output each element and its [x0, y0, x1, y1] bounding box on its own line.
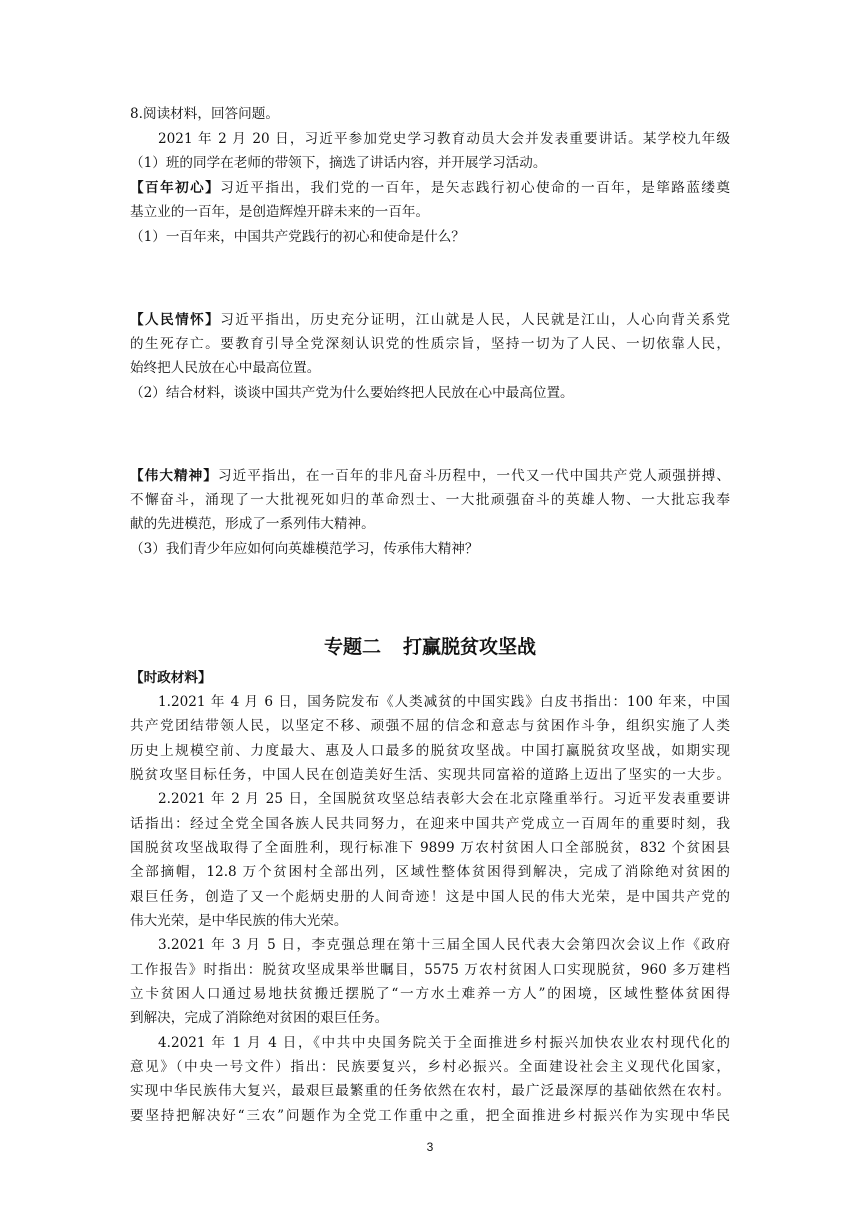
paragraph-line: 2.2021 年 2 月 25 日，全国脱贫攻坚总结表彰大会在北京隆重举行。习近平发表重要讲	[158, 791, 730, 807]
paragraph-line: 3.2021 年 3 月 5 日，李克强总理在第十三届全国人民代表大会第四次会议上作《政府	[158, 937, 730, 953]
paragraph-line: 献的先进模范，形成了一系列伟大精神。	[130, 516, 375, 532]
paragraph-line: 1.2021 年 4 月 6 日，国务院发布《人类减贫的中国实践》白皮书指出：100 年来，中国	[158, 694, 730, 710]
paragraph-line: 立卡贫困人口通过易地扶贫搬迁摆脱了“一方水土难养一方人”的困境，区域性整体贫困得	[130, 986, 730, 1002]
paragraph-line: 工作报告》时指出：脱贫攻坚成果举世瞩目，5575 万农村贫困人口实现脱贫，960 多万建档	[130, 962, 730, 978]
paragraph-line: 不懈奋斗，涌现了一大批视死如归的革命烈士、一大批顽强奋斗的英雄人物、一大批忘我奉	[130, 492, 730, 508]
paragraph-line: 共产党团结带领人民，以坚定不移、顽强不屈的信念和意志与贫困作斗争，组织实施了人类	[130, 718, 730, 734]
section-label: 【百年初心】	[130, 180, 221, 196]
section-text: 习近平指出，历史充分证明，江山就是人民，人民就是江山，人心向背关系党	[220, 312, 730, 328]
paragraph-line: 国脱贫攻坚战取得了全面胜利，现行标准下 9899 万农村贫困人口全部脱贫，832 个贫困县	[130, 840, 730, 856]
materials-label: 【时政材料】	[130, 670, 212, 686]
paragraph-line: 艰巨任务，创造了又一个彪炳史册的人间奇迹！这是中国人民的伟大光荣，是中国共产党的	[130, 889, 730, 905]
sub-question: （3）我们青少年应如何向英雄模范学习，传承伟大精神？	[130, 541, 479, 557]
paragraph-line: 伟大光荣，是中华民族的伟大光荣。	[130, 913, 348, 929]
section-text: 习近平指出，我们党的一百年，是矢志践行初心使命的一百年，是筚路蓝缕奠	[220, 180, 730, 196]
paragraph-line: 4.2021 年 1 月 4 日，《中共中央国务院关于全面推进乡村振兴加快农业农村现代化的	[158, 1035, 730, 1051]
paragraph-line: 2021 年 2 月 20 日，习近平参加党史学习教育动员大会并发表重要讲话。某学校九年级	[158, 131, 730, 147]
paragraph-line: 意见》（中央一号文件）指出：民族要复兴，乡村必振兴。全面建设社会主义现代化国家，	[130, 1059, 730, 1075]
paragraph-line: 基立业的一百年，是创造辉煌开辟未来的一百年。	[130, 204, 430, 220]
sub-question: （2）结合材料，谈谈中国共产党为什么要始终把人民放在心中最高位置。	[130, 385, 574, 401]
section-label: 【伟大精神】	[130, 468, 218, 484]
paragraph-line: 要坚持把解决好“三农”问题作为全党工作重中之重，把全面推进乡村振兴作为实现中华民	[130, 1108, 730, 1124]
question-intro: 8.阅读材料，回答问题。	[130, 106, 279, 122]
section-text: 习近平指出，在一百年的非凡奋斗历程中，一代又一代中国共产党人顽强拼搏、	[217, 468, 731, 484]
sub-question: （1）一百年来，中国共产党践行的初心和使命是什么？	[130, 229, 465, 245]
paragraph-line: 的生死存亡。要教育引导全党深刻认识党的性质宗旨，坚持一切为了人民、一切依靠人民，	[130, 336, 730, 352]
paragraph-line: 始终把人民放在心中最高位置。	[130, 360, 321, 376]
section-line	[130, 310, 730, 330]
page-number: 3	[426, 1140, 434, 1154]
section-label: 【人民情怀】	[130, 312, 221, 328]
section-line	[130, 466, 730, 486]
paragraph-line: 历史上规模空前、力度最大、惠及人口最多的脱贫攻坚战。中国打赢脱贫攻坚战，如期实现	[130, 743, 730, 759]
paragraph-line: 到解决，完成了消除绝对贫困的艰巨任务。	[130, 1010, 389, 1026]
section-line	[130, 178, 730, 198]
paragraph-line: （1）班的同学在老师的带领下，摘选了讲话内容，并开展学习活动。	[130, 155, 547, 171]
paragraph-line: 全部摘帽，12.8 万个贫困村全部出列，区域性整体贫困得到解决，完成了消除绝对贫困的	[130, 864, 730, 880]
paragraph-line: 脱贫攻坚目标任务，中国人民在创造美好生活、实现共同富裕的道路上迈出了坚实的一大步。	[130, 767, 730, 783]
paragraph-line: 话指出：经过全党全国各族人民共同努力，在迎来中国共产党成立一百周年的重要时刻，我	[130, 816, 730, 832]
paragraph-line: 实现中华民族伟大复兴，最艰巨最繁重的任务依然在农村，最广泛最深厚的基础依然在农村。	[130, 1083, 730, 1099]
topic-title: 专题二 打赢脱贫攻坚战	[323, 636, 537, 658]
